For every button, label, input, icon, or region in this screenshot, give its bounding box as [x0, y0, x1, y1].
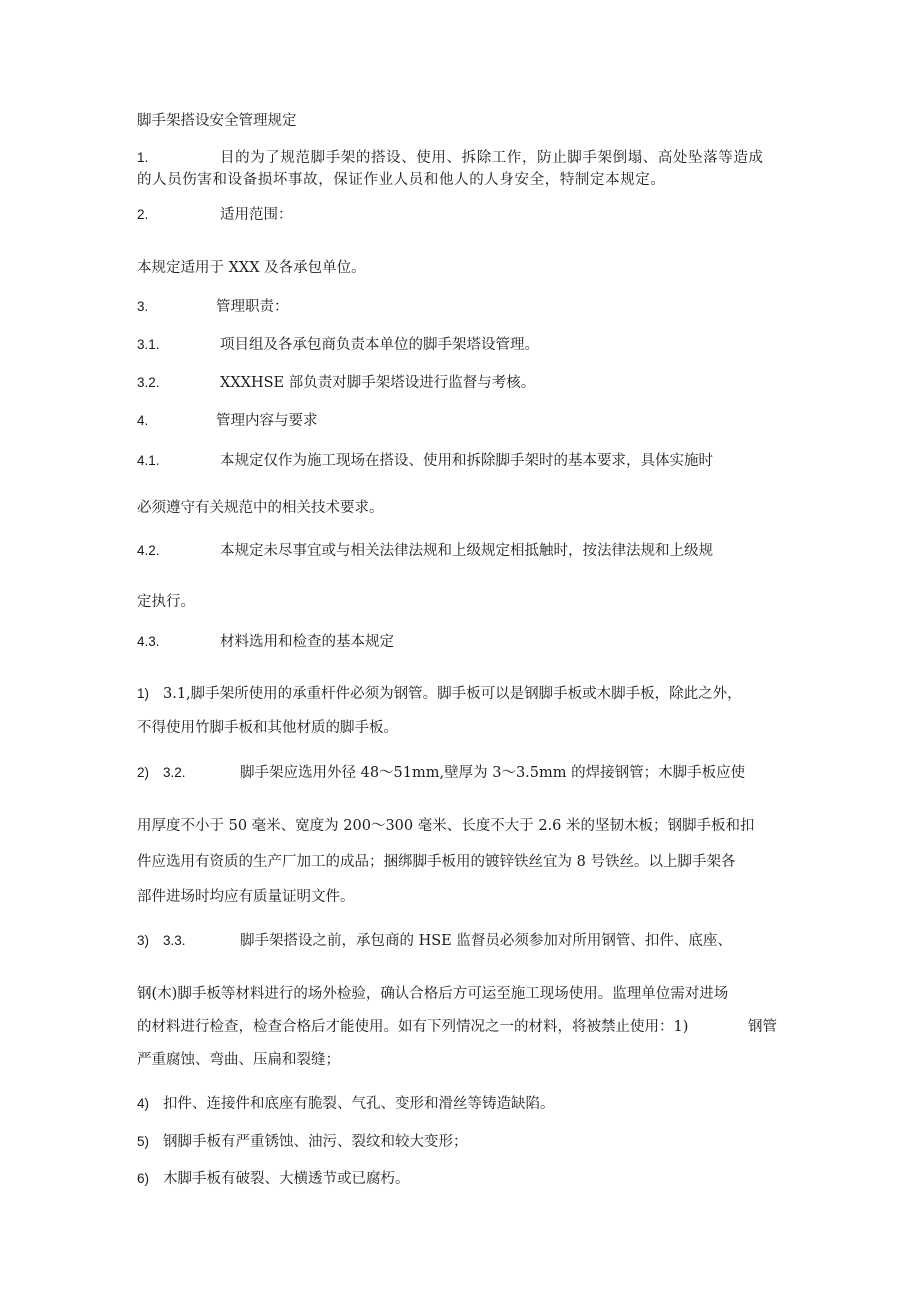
- list-item-2-line-2: 用厚度不小于 50 毫米、宽度为 200～300 毫米、长度不大于 2.6 米的坚韧木板；钢脚手板和扣: [137, 818, 755, 834]
- list-item-6-text: 木脚手板有破裂、大横透节或已腐朽。: [163, 1171, 410, 1187]
- section-3-1-text: 项目组及各承包商负责本单位的脚手架塔设管理。: [220, 337, 539, 353]
- section-1-number: 1.: [137, 150, 149, 165]
- list-item-2-line-3: 件应选用有资质的生产厂加工的成品；捆绑脚手板用的镀锌铁丝宜为 8 号铁丝。以上脚手架各: [137, 854, 736, 870]
- list-item-3-line-1: 脚手架搭设之前，承包商的 HSE 监督员必须参加对所用钢管、扣件、底座、: [240, 933, 732, 949]
- list-item-5-marker: 5): [137, 1134, 150, 1149]
- section-4-2-number: 4.2.: [137, 543, 160, 558]
- section-3-heading: 管理职责：: [216, 299, 289, 315]
- list-item-4-marker: 4): [137, 1096, 150, 1111]
- list-item-1-marker: 1): [137, 686, 150, 701]
- section-3-number: 3.: [137, 299, 149, 314]
- section-4-1-line-1: 本规定仅作为施工现场在搭设、使用和拆除脚手架时的基本要求，具体实施时: [220, 453, 713, 469]
- section-4-number: 4.: [137, 413, 149, 428]
- list-item-4-text: 扣件、连接件和底座有脆裂、气孔、变形和滑丝等铸造缺陷。: [163, 1096, 555, 1112]
- list-item-3-sub-number: 3.3.: [163, 933, 186, 948]
- section-4-2-line-1: 本规定未尽事宜或与相关法律法规和上级规定相抵触时，按法律法规和上级规: [220, 543, 713, 559]
- list-item-3-marker: 3): [137, 933, 150, 948]
- list-item-2-line-1: 脚手架应选用外径 48～51mm,壁厚为 3～3.5mm 的焊接钢管；木脚手板应使: [240, 765, 746, 781]
- list-item-3-line-2: 钢(木)脚手板等材料进行的场外检验，确认合格后方可运至施工现场使用。监理单位需对进场: [137, 986, 729, 1002]
- list-item-1-line-1: 3.1,脚手架所使用的承重杆件必须为钢管。脚手板可以是钢脚手板或木脚手板，除此之外，: [163, 686, 742, 702]
- section-1-line-2: 的人员伤害和设备损坏事故，保证作业人员和他人的人身安全，特制定本规定。: [137, 172, 666, 188]
- section-3-2-number: 3.2.: [137, 375, 160, 390]
- section-2-body: 本规定适用于 XXX 及各承包单位。: [137, 260, 366, 276]
- document-title: 脚手架搭设安全管理规定: [137, 113, 297, 129]
- list-item-1-line-2: 不得使用竹脚手板和其他材质的脚手板。: [137, 720, 398, 736]
- list-item-3-line-3: 的材料进行检查，检查合格后才能使用。如有下列情况之一的材料，将被禁止使用：1): [137, 1019, 689, 1035]
- section-4-3-heading: 材料选用和检查的基本规定: [220, 634, 394, 650]
- list-item-2-marker: 2): [137, 765, 150, 780]
- section-1-line-1: 目的为了规范脚手架的搭设、使用、拆除工作，防止脚手架倒塌、高处坠落等造成: [220, 150, 764, 166]
- section-4-2-line-2: 定执行。: [137, 594, 195, 610]
- section-4-3-number: 4.3.: [137, 634, 160, 649]
- section-2-number: 2.: [137, 207, 149, 222]
- section-4-heading: 管理内容与要求: [216, 413, 318, 429]
- list-item-2-sub-number: 3.2.: [163, 765, 186, 780]
- section-4-1-number: 4.1.: [137, 453, 160, 468]
- section-4-1-line-2: 必须遵守有关规范中的相关技术要求。: [137, 500, 384, 516]
- list-item-6-marker: 6): [137, 1171, 150, 1186]
- list-item-5-text: 钢脚手板有严重锈蚀、油污、裂纹和较大变形；: [163, 1134, 468, 1150]
- list-item-3-line-3-tail: 钢管: [748, 1019, 777, 1035]
- section-3-2-text: XXXHSE 部负责对脚手架塔设进行监督与考核。: [220, 375, 536, 391]
- list-item-2-line-4: 部件进场时均应有质量证明文件。: [137, 889, 355, 905]
- list-item-3-line-4: 严重腐蚀、弯曲、压扁和裂缝；: [137, 1052, 340, 1068]
- section-2-heading: 适用范围：: [220, 207, 293, 223]
- section-3-1-number: 3.1.: [137, 337, 160, 352]
